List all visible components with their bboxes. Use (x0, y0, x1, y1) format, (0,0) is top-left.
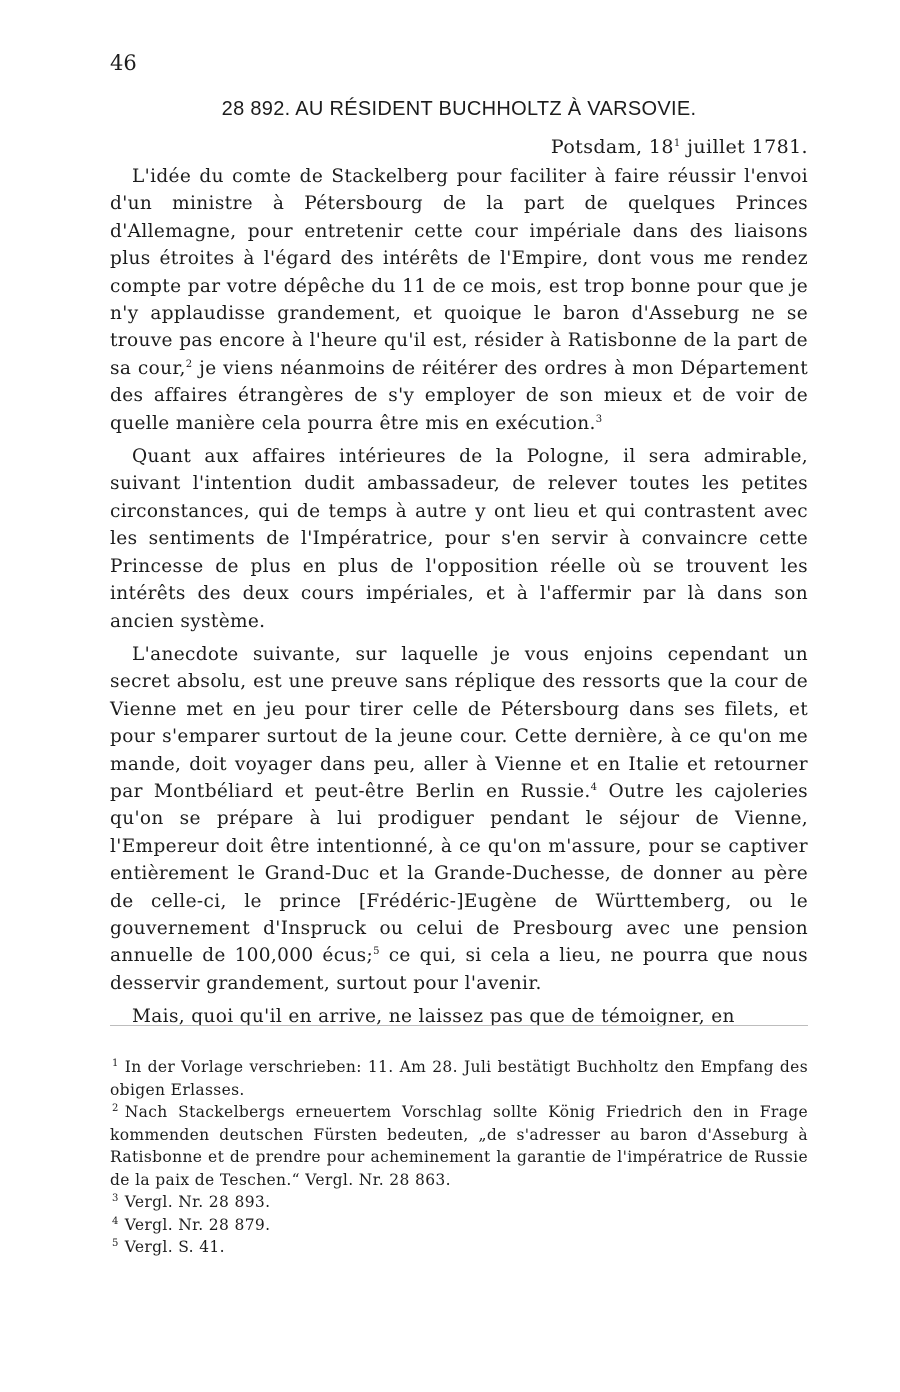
footnote (110, 1101, 808, 1191)
paragraph-text: Mais, quoi qu'il en arrive, ne laissez pas que de témoigner, en (132, 1006, 735, 1028)
footnote-text: Nach Stackelbergs erneuertem Vorschlag sollte König Friedrich den in Frage kommenden deutschen Fürsten bedeuten, „de s'adresser au baron d'Asseburg à Ratisbonne et de prendre pour acheminement la garantie de l'impératrice de Russie de la paix de Teschen.“ Vergl. Nr. 28 863. (110, 1103, 808, 1189)
footnote-text: Vergl. Nr. 28 893. (124, 1193, 271, 1211)
letter-body (110, 163, 808, 1037)
paragraph-text: je viens néanmoins de réitérer des ordres à mon Département des affaires étrangères de s'y employer de son mieux et de voir de quelle manière cela pourra être mis en exécution. (110, 357, 808, 434)
footnote (110, 1214, 808, 1237)
footnote-number: 4 (112, 1215, 119, 1227)
footnote (110, 1056, 808, 1101)
paragraph-text: ce qui, si cela a lieu, ne pourra que nous desservir grandement, surtout pour l'avenir. (110, 945, 809, 994)
footnote-ref: 2 (185, 358, 193, 370)
paragraph-text: Quant aux affaires intérieures de la Pologne, il sera admirable, suivant l'intention dudit ambassadeur, de relever toutes les petites circonstances, qui de temps à autre y ont lieu et qui contrastent avec les sentiments de l'Impératrice, pour s'en servir à convaincre cette Princesse de plus en plus de l'opposition réelle où se trouvent les intérêts des deux cours impériales, et à l'affermir par là dans son ancien système. (110, 446, 808, 632)
footnote (110, 1191, 808, 1214)
paragraph-text: L'anecdote suivante, sur laquelle je vous enjoins cependant un secret absolu, est une preuve sans réplique des ressorts que la cour de Vienne met en jeu pour tirer celle de Pétersbourg dans ses filets, et pour s'emparer surtout de la jeune cour. Cette dernière, à ce qu'on me mande, doit voyager dans peu, aller à Vienne et en Italie et retourner par Montbéliard et peut-être Berlin en Russie. (110, 643, 808, 802)
body-paragraph (110, 443, 808, 635)
dateline (551, 134, 808, 160)
letter-heading: 28 892. AU RÉSIDENT BUCHHOLTZ À VARSOVIE. (221, 98, 697, 120)
footnote-divider (110, 1025, 808, 1026)
body-paragraph (110, 1003, 808, 1030)
footnote-text: Vergl. S. 41. (124, 1238, 225, 1256)
footnote-text: In der Vorlage verschrieben: 11. Am 28. Juli bestätigt Buchholtz den Empfang des obigen Erlasses. (110, 1058, 808, 1099)
footnote-number: 2 (112, 1103, 119, 1114)
footnote-ref: 3 (595, 413, 603, 425)
footnote-ref: 5 (373, 946, 380, 958)
page-number: 46 (110, 51, 137, 75)
footnote-text: Vergl. Nr. 28 879. (124, 1215, 271, 1234)
footnote-number: 3 (112, 1193, 119, 1204)
body-paragraph (110, 641, 808, 997)
body-paragraph (110, 163, 808, 437)
dateline-place-date: Potsdam, 18 (550, 136, 674, 158)
paragraph-text: Outre les cajoleries qu'on se prépare à lui prodiguer pendant le séjour de Vienne, l'Empereur doit être intentionné, à ce qu'on m'assure, pour se captiver entièrement le Grand-Duc et la Grande-Duchesse, de donner au père de celle-ci, le prince [Frédéric-]Eugène de Württemberg, ou le gouvernement d'Inspruck ou celui de Presbourg avec une pension annuelle de 100,000 écus; (110, 780, 808, 967)
footnote (110, 1236, 808, 1259)
dateline-month-year: juillet 1781. (680, 136, 808, 158)
footnote-number: 1 (112, 1058, 119, 1069)
footnote-number: 5 (112, 1238, 119, 1249)
footnotes (110, 1056, 808, 1259)
footnote-ref: 1 (673, 138, 681, 149)
paragraph-text: L'idée du comte de Stackelberg pour faciliter à faire réussir l'envoi d'un ministre à Pétersbourg de la part de quelques Princes d'Allemagne, pour entretenir cette cour impériale dans des liaisons plus étroites à l'égard des intérêts de l'Empire, dont vous me rendez compte par votre dépêche du 11 de ce mois, est trop bonne pour que je n'y applaudisse grandement, et quoique le baron d'Asseburg ne se trouve pas encore à l'heure qu'il est, résider à Ratisbonne de la part de sa cour, (110, 166, 808, 379)
footnote-ref: 4 (590, 781, 598, 793)
